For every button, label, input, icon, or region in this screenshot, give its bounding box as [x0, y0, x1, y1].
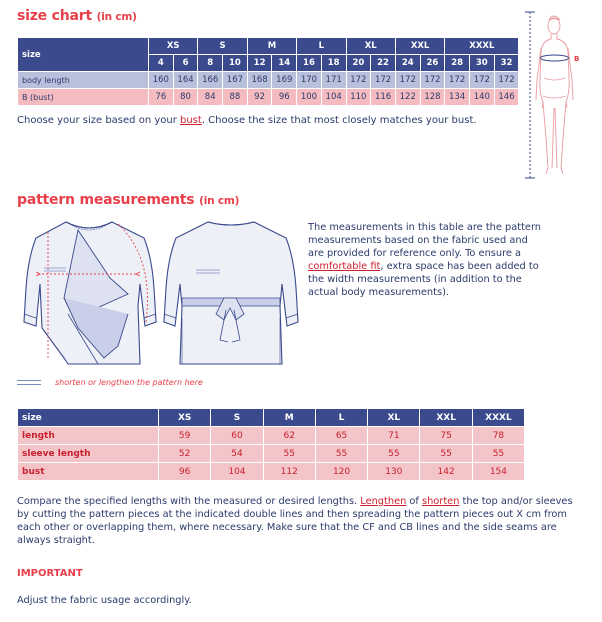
- cell: 88: [223, 89, 248, 106]
- size-num: 30: [469, 55, 494, 72]
- size-num: 24: [395, 55, 420, 72]
- cell: 110: [346, 89, 371, 106]
- group-l: L: [297, 38, 346, 55]
- group-m: M: [247, 38, 296, 55]
- cell: 112: [263, 463, 315, 481]
- cell: 154: [472, 463, 524, 481]
- cell: 172: [469, 72, 494, 89]
- cell: 78: [472, 427, 524, 445]
- size-header: size: [18, 38, 149, 72]
- cell: 128: [420, 89, 445, 106]
- cell: 122: [395, 89, 420, 106]
- cell: 167: [223, 72, 248, 89]
- garment-front-illustration: [18, 218, 160, 370]
- size-num: 6: [173, 55, 198, 72]
- row-label: B (bust): [18, 89, 149, 106]
- cell: 120: [315, 463, 367, 481]
- row-label: body length: [18, 72, 149, 89]
- group-s: S: [198, 38, 247, 55]
- size-num: 12: [247, 55, 272, 72]
- legend: [17, 378, 203, 387]
- cell: 71: [368, 427, 420, 445]
- table-row: [18, 463, 525, 481]
- cell: 62: [263, 427, 315, 445]
- cell: 166: [198, 72, 223, 89]
- cell: 76: [149, 89, 174, 106]
- bust-link[interactable]: bust: [180, 115, 202, 126]
- group-xl: XL: [346, 38, 395, 55]
- cell: 142: [420, 463, 472, 481]
- cell: 59: [159, 427, 211, 445]
- pattern-header-size: size: [18, 409, 159, 427]
- cell: 172: [395, 72, 420, 89]
- cell: 130: [368, 463, 420, 481]
- cell: 140: [469, 89, 494, 106]
- adjust-note: Adjust the fabric usage accordingly.: [17, 595, 192, 606]
- cell: 172: [420, 72, 445, 89]
- cell: 168: [247, 72, 272, 89]
- pattern-description: The measurements in this table are the pattern measurements based on the fabric used and are provided for reference only. To ensure a comfortable fit, extra space has been added to the width measurements (in addition to the actual body measurements).: [308, 222, 542, 298]
- cell: 65: [315, 427, 367, 445]
- size-num: 22: [371, 55, 396, 72]
- cell: 172: [445, 72, 470, 89]
- cell: 55: [368, 445, 420, 463]
- cell: 116: [371, 89, 396, 106]
- pattern-header: M: [263, 409, 315, 427]
- legend-text: shorten or lengthen the pattern here: [55, 378, 203, 387]
- row-label: bust: [18, 463, 159, 481]
- bust-marker: B: [574, 55, 580, 63]
- pattern-header-row: [18, 409, 525, 427]
- size-num: 4: [149, 55, 174, 72]
- shorten-link[interactable]: shorten: [421, 496, 460, 507]
- row-label: length: [18, 427, 159, 445]
- size-num: 16: [297, 55, 322, 72]
- size-chart-title: size chart (in cm): [17, 8, 137, 24]
- size-note: Choose your size based on your bust. Choose the size that most closely matches your bust.: [17, 115, 477, 126]
- cell: 164: [173, 72, 198, 89]
- cell: 172: [346, 72, 371, 89]
- cell: 52: [159, 445, 211, 463]
- cell: 172: [494, 72, 519, 89]
- cell: 104: [321, 89, 346, 106]
- row-label: sleeve length: [18, 445, 159, 463]
- cell: 171: [321, 72, 346, 89]
- cell: 55: [263, 445, 315, 463]
- size-chart-table: [17, 37, 519, 106]
- pattern-table: [17, 408, 525, 481]
- cell: 104: [211, 463, 263, 481]
- cell: 55: [420, 445, 472, 463]
- cell: 55: [315, 445, 367, 463]
- comfortable-fit-link[interactable]: comfortable fit: [308, 261, 381, 272]
- body-figure-illustration: [520, 8, 600, 180]
- cell: 172: [371, 72, 396, 89]
- size-num: 28: [445, 55, 470, 72]
- cell: 92: [247, 89, 272, 106]
- garment-back-illustration: [160, 218, 302, 370]
- size-num: 26: [420, 55, 445, 72]
- cell: 169: [272, 72, 297, 89]
- pattern-header: XXL: [420, 409, 472, 427]
- size-num: 20: [346, 55, 371, 72]
- cell: 96: [272, 89, 297, 106]
- pattern-header: S: [211, 409, 263, 427]
- pattern-header: XXXL: [472, 409, 524, 427]
- cell: 60: [211, 427, 263, 445]
- cell: 75: [420, 427, 472, 445]
- group-xs: XS: [149, 38, 198, 55]
- size-num: 10: [223, 55, 248, 72]
- cell: 170: [297, 72, 322, 89]
- cell: 146: [494, 89, 519, 106]
- instructions-paragraph: Compare the specified lengths with the measured or desired lengths. Lengthen of shorten the top and/or sleeves by cutting the pattern pieces at the indicated double lines and then spreading the pattern pieces out X cm from each other or overlapping them, where necessary. Make sure that the CF and CB lines and the side seams are always straight.: [17, 496, 573, 546]
- lengthen-link[interactable]: Lengthen: [360, 496, 407, 507]
- cell: 54: [211, 445, 263, 463]
- pattern-title: pattern measurements (in cm): [17, 192, 240, 208]
- size-num: 32: [494, 55, 519, 72]
- cell: 100: [297, 89, 322, 106]
- important-heading: IMPORTANT: [17, 568, 83, 579]
- cell: 80: [173, 89, 198, 106]
- row-body-length: [18, 72, 519, 89]
- pattern-header: L: [315, 409, 367, 427]
- size-num: 8: [198, 55, 223, 72]
- cell: 84: [198, 89, 223, 106]
- size-num: 14: [272, 55, 297, 72]
- table-row: [18, 427, 525, 445]
- cell: 160: [149, 72, 174, 89]
- double-line-icon: [17, 380, 41, 385]
- size-num: 18: [321, 55, 346, 72]
- row-bust: [18, 89, 519, 106]
- cell: 134: [445, 89, 470, 106]
- cell: 96: [159, 463, 211, 481]
- group-xxl: XXL: [395, 38, 444, 55]
- cell: 55: [472, 445, 524, 463]
- group-xxxl: XXXL: [445, 38, 519, 55]
- table-row: [18, 445, 525, 463]
- pattern-header: XL: [368, 409, 420, 427]
- pattern-header: XS: [159, 409, 211, 427]
